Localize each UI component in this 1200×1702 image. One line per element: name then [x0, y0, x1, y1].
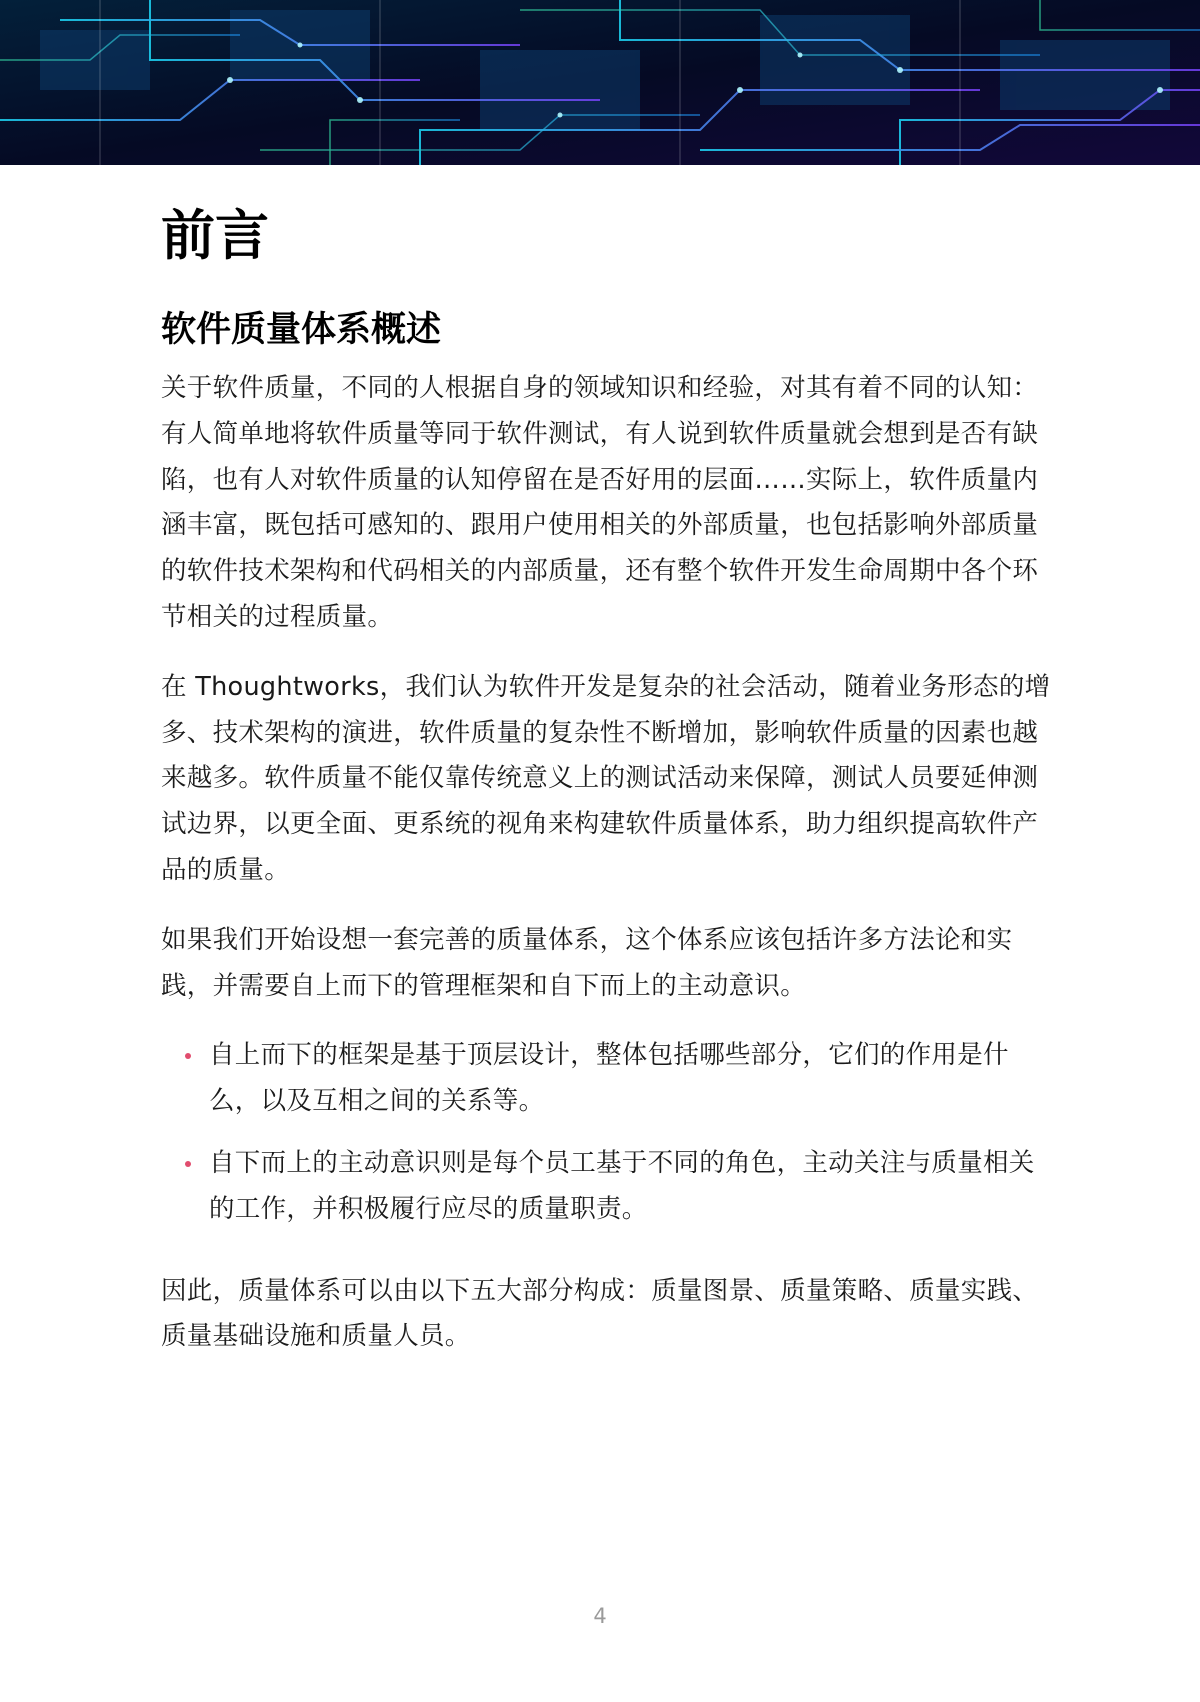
paragraph-3: 如果我们开始设想一套完善的质量体系，这个体系应该包括许多方法论和实践，并需要自上而下的管理框架和自下而上的主动意识。: [161, 924, 1013, 1001]
bullet-dot-icon: [185, 1161, 191, 1167]
page-title: 前言: [161, 203, 269, 267]
bullet-dot-icon: [185, 1053, 191, 1059]
paragraph-2: 在 Thoughtworks，我们认为软件开发是复杂的社会活动，随着业务形态的增多、技术架构的演进，软件质量的复杂性不断增加，影响软件质量的因素也越来越多。软件质量不能仅靠传统意义上的测试活动来保障，测试人员要延伸测试边界，以更全面、更系统的视角来构建软件质量体系，助力组织提高软件产品的质量。: [161, 671, 1051, 885]
list-item-text: 自上而下的框架是基于顶层设计，整体包括哪些部分，它们的作用是什么，以及互相之间的关系等。: [209, 1040, 1009, 1117]
bullet-list: [161, 1033, 1051, 1232]
section-title: 软件质量体系概述: [161, 310, 442, 350]
list-item-text: 自下而上的主动意识则是每个员工基于不同的角色，主动关注与质量相关的工作，并积极履行应尽的质量职责。: [209, 1147, 1035, 1224]
list-item: [161, 1033, 1051, 1125]
header-banner-image: [0, 0, 1200, 165]
page-number: 4: [593, 1604, 607, 1628]
list-item: [161, 1141, 1051, 1233]
closing-paragraph: 因此，质量体系可以由以下五大部分构成：质量图景、质量策略、质量实践、质量基础设施和质量人员。: [161, 1275, 1039, 1352]
paragraph-1: 关于软件质量，不同的人根据自身的领域知识和经验，对其有着不同的认知：有人简单地将软件质量等同于软件测试，有人说到软件质量就会想到是否有缺陷，也有人对软件质量的认知停留在是否好用的层面……实际上，软件质量内涵丰富，既包括可感知的、跟用户使用相关的外部质量，也包括影响外部质量的软件技术架构和代码相关的内部质量，还有整个软件开发生命周期中各个环节相关的过程质量。: [161, 373, 1039, 632]
main-content: [161, 200, 1051, 1384]
